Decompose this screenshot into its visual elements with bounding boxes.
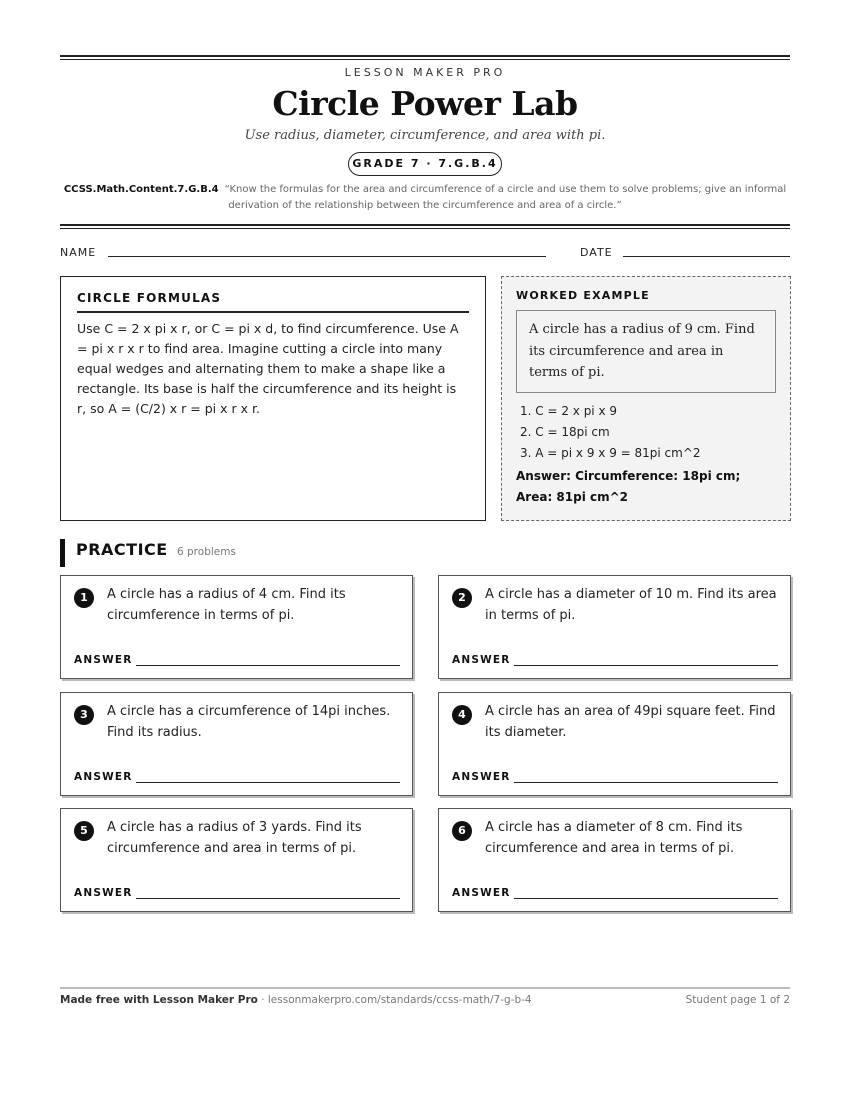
practice-count: 6 problems — [177, 546, 236, 558]
answer-label: ANSWER — [452, 771, 511, 783]
practice-accent-bar — [60, 539, 65, 567]
worked-example-box — [501, 276, 791, 521]
answer-label: ANSWER — [74, 654, 133, 666]
problem-text: A circle has a circumference of 14pi inches. Find its radius. — [107, 704, 391, 740]
answer-line[interactable] — [136, 665, 400, 666]
problem-number: 4 — [452, 705, 472, 725]
answer-line[interactable] — [136, 782, 400, 783]
problem-card-3 — [60, 692, 413, 796]
worked-example-answer: Answer: Circumference: 18pi cm; Area: 81pi cm^2 — [516, 468, 741, 504]
problem-card-5 — [60, 808, 413, 912]
footer-rule — [60, 987, 790, 989]
footer-page-number: Student page 1 of 2 — [685, 994, 790, 1006]
problem-text: A circle has a diameter of 10 m. Find its area in terms of pi. — [485, 587, 777, 623]
problem-card-6 — [438, 808, 791, 912]
problem-number: 3 — [74, 705, 94, 725]
name-label: NAME — [60, 246, 97, 259]
worked-step: 2. C = 18pi cm — [520, 424, 610, 439]
header-top-rule — [60, 55, 790, 57]
worked-example-label: WORKED EXAMPLE — [516, 289, 650, 302]
answer-label: ANSWER — [74, 887, 133, 899]
name-field[interactable] — [108, 256, 546, 257]
standard-description — [60, 182, 790, 214]
problem-text: A circle has an area of 49pi square feet. Find its diameter. — [485, 704, 776, 740]
answer-label: ANSWER — [452, 887, 511, 899]
problem-number: 6 — [452, 821, 472, 841]
problem-card-1 — [60, 575, 413, 679]
practice-heading: PRACTICE — [76, 540, 168, 559]
worked-step: 3. A = pi x 9 x 9 = 81pi cm^2 — [520, 445, 701, 460]
worksheet-page — [60, 0, 790, 1100]
worksheet-title: Circle Power Lab — [272, 84, 578, 123]
problem-text: A circle has a radius of 4 cm. Find its circumference in terms of pi. — [107, 587, 346, 623]
answer-line[interactable] — [514, 782, 778, 783]
footer-credit — [60, 994, 532, 1006]
answer-label: ANSWER — [452, 654, 511, 666]
worksheet-subtitle: Use radius, diameter, circumference, and area with pi. — [244, 128, 606, 143]
answer-line[interactable] — [514, 898, 778, 899]
brand-name: LESSON MAKER PRO — [344, 66, 506, 79]
problem-number: 2 — [452, 588, 472, 608]
date-label: DATE — [580, 246, 613, 259]
circle-formulas-box — [60, 276, 486, 521]
problem-text: A circle has a diameter of 8 cm. Find its circumference and area in terms of pi. — [485, 820, 743, 856]
standard-code: CCSS.Math.Content.7.G.B.4 — [63, 184, 219, 195]
date-field[interactable] — [623, 256, 790, 257]
answer-line[interactable] — [136, 898, 400, 899]
answer-line[interactable] — [514, 665, 778, 666]
footer-made-with: Made free with Lesson Maker Pro — [60, 994, 258, 1006]
circle-formulas-heading: CIRCLE FORMULAS — [77, 291, 469, 313]
problem-text: A circle has a radius of 3 yards. Find its circumference and area in terms of pi. — [107, 820, 362, 856]
problem-number: 1 — [74, 588, 94, 608]
problem-card-2 — [438, 575, 791, 679]
answer-label: ANSWER — [74, 771, 133, 783]
standard-text: “Know the formulas for the area and circumference of a circle and use them to solve problems; give an informal derivation of the relationship between the circumference and area of a circle.” — [224, 184, 787, 211]
problem-card-4 — [438, 692, 791, 796]
problem-number: 5 — [74, 821, 94, 841]
header-bottom-rule — [60, 224, 790, 226]
worked-step: 1. C = 2 x pi x 9 — [520, 403, 618, 418]
footer-url[interactable]: · lessonmakerpro.com/standards/ccss-math/7-g-b-4 — [261, 994, 532, 1006]
worked-example-problem: A circle has a radius of 9 cm. Find its circumference and area in terms of pi. — [516, 310, 776, 393]
circle-formulas-text: Use C = 2 x pi x r, or C = pi x d, to find circumference. Use A = pi x r x r to find area. Imagine cutting a circle into many equal wedges and alternating them to make a shape like a rectangle. Its base is half the circumference and its height is r, so A = (C/2) x r = pi x r x r. — [77, 321, 459, 416]
grade-badge: GRADE 7 · 7.G.B.4 — [348, 152, 502, 176]
worked-example-steps — [516, 401, 776, 464]
